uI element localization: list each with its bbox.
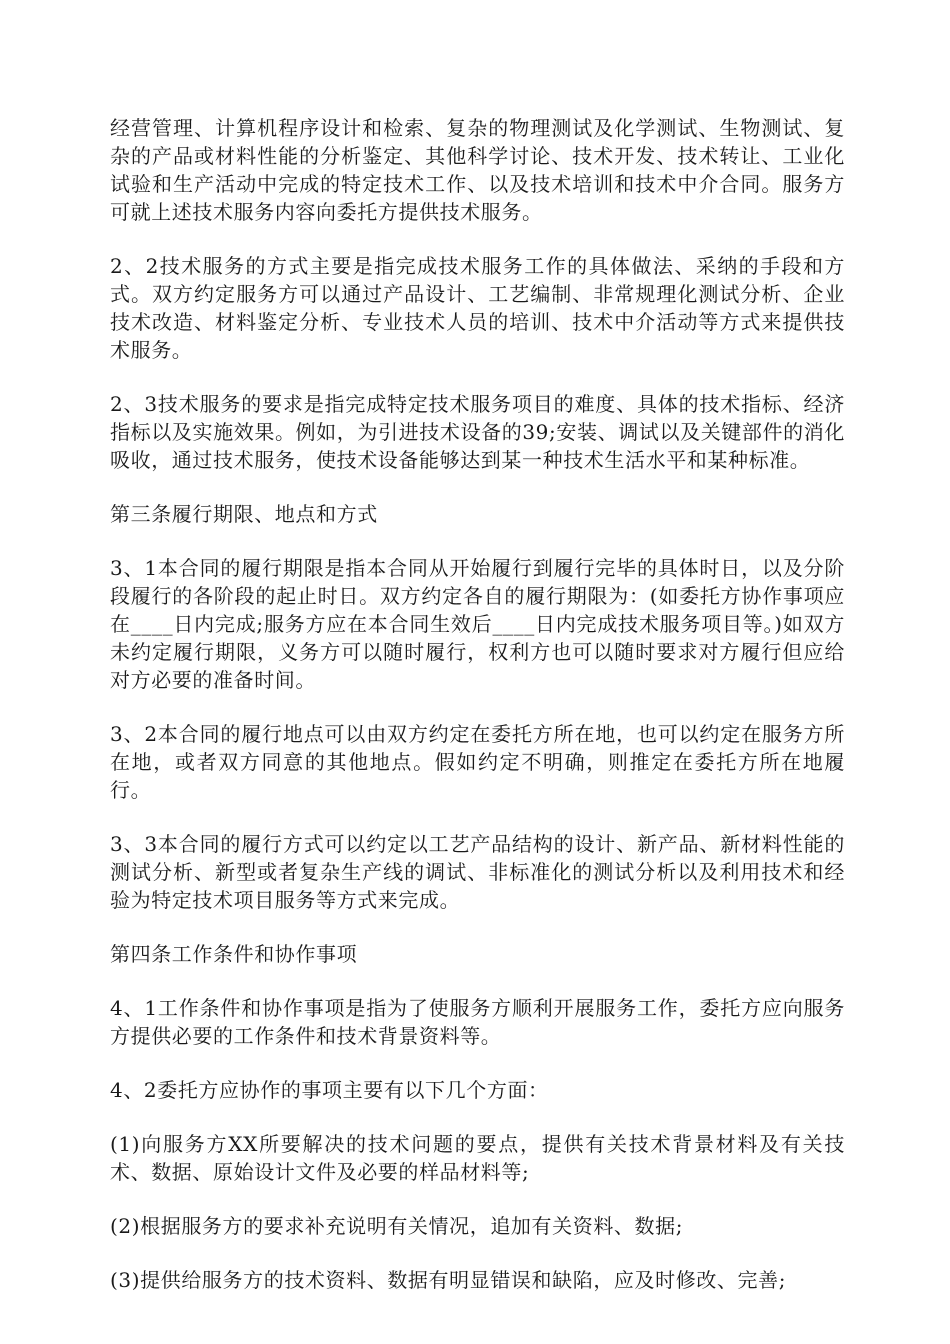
document-body	[110, 114, 845, 1320]
paragraph-3-2: 3、2本合同的履行地点可以由双方约定在委托方所在地，也可以约定在服务方所在地，或者双方同意的其他地点。假如约定不明确，则推定在委托方所在地履行。	[110, 722, 845, 802]
list-item-2: (2)根据服务方的要求补充说明有关情况，追加有关资料、数据;	[110, 1214, 684, 1238]
paragraph-4-1: 4、1工作条件和协作事项是指为了使服务方顺利开展服务工作，委托方应向服务方提供必要的工作条件和技术背景资料等。	[110, 996, 845, 1048]
section-heading-article-3: 第三条履行期限、地点和方式	[110, 502, 378, 526]
paragraph-service-scope: 经营管理、计算机程序设计和检索、复杂的物理测试及化学测试、生物测试、复杂的产品或材料性能的分析鉴定、其他科学讨论、技术开发、技术转让、工业化试验和生产活动中完成的特定技术工作、以及技术培训和技术中介合同。服务方可就上述技术服务内容向委托方提供技术服务。	[110, 116, 845, 224]
section-heading-article-4: 第四条工作条件和协作事项	[110, 942, 358, 966]
list-item-1: (1)向服务方XX所要解决的技术问题的要点，提供有关技术背景材料及有关技术、数据、原始设计文件及必要的样品材料等;	[110, 1132, 845, 1184]
paragraph-3-3: 3、3本合同的履行方式可以约定以工艺产品结构的设计、新产品、新材料性能的测试分析、新型或者复杂生产线的调试、非标准化的测试分析以及利用技术和经验为特定技术项目服务等方式来完成。	[110, 832, 845, 912]
paragraph-3-1: 3、1本合同的履行期限是指本合同从开始履行到履行完毕的具体时日，以及分阶段履行的各阶段的起止时日。双方约定各自的履行期限为：(如委托方协作事项应在____日内完成;服务方应在本合同生效后____日内完成技术服务项目等。)如双方未约定履行期限，义务方可以随时履行，权利方也可以随时要求对方履行但应给对方必要的准备时间。	[110, 556, 845, 692]
paragraph-2-2: 2、2技术服务的方式主要是指完成技术服务工作的具体做法、采纳的手段和方式。双方约定服务方可以通过产品设计、工艺编制、非常规理化测试分析、企业技术改造、材料鉴定分析、专业技术人员的培训、技术中介活动等方式来提供技术服务。	[110, 254, 845, 362]
list-item-3: (3)提供给服务方的技术资料、数据有明显错误和缺陷，应及时修改、完善;	[110, 1268, 787, 1292]
paragraph-2-3: 2、3技术服务的要求是指完成特定技术服务项目的难度、具体的技术指标、经济指标以及实施效果。例如，为引进技术设备的39;安装、调试以及关键部件的消化吸收，通过技术服务，使技术设备能够达到某一种技术生活水平和某种标准。	[110, 392, 845, 472]
paragraph-4-2: 4、2委托方应协作的事项主要有以下几个方面：	[110, 1078, 549, 1102]
